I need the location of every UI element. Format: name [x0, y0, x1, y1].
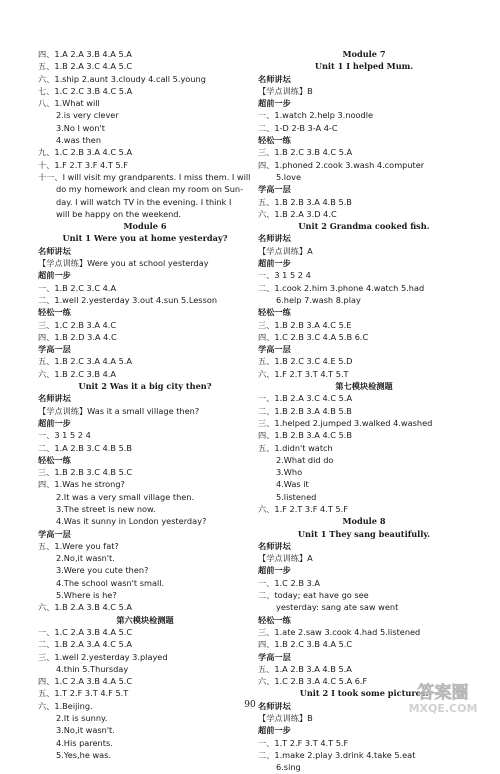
- answer-line: 五、1.T 2.F 3.T 4.F 5.T: [38, 688, 129, 699]
- subsection-heading: 轻松一练: [38, 454, 71, 465]
- answer-line: 六、1.C 2.B 3.A 4.C 5.A 6.F: [258, 676, 368, 687]
- answer-line: 一、3 1 5 2 4: [38, 430, 91, 441]
- subsection-heading: 名师讲坛: [258, 233, 291, 244]
- answer-line: 四、1.C 2.B 3.C 4.A 5.B 6.C: [258, 331, 369, 342]
- answer-line: 八、1.What will: [38, 98, 100, 109]
- answer-line: 4.was then: [56, 135, 102, 146]
- answer-line: 四、1.B 2.B 3.A 4.C 5.B: [258, 430, 353, 441]
- answer-line: 六、1.B 2.C 3.B 4.A: [38, 368, 116, 379]
- answer-line: 4.Was it sunny in London yesterday?: [56, 516, 207, 527]
- answer-line: 2.No,it wasn't.: [56, 553, 115, 564]
- answer-line: 六、1.ship 2.aunt 3.cloudy 4.call 5.young: [38, 73, 206, 84]
- subsection-heading: 学高一层: [38, 528, 71, 539]
- answer-line: 【学点训练】A: [258, 245, 313, 256]
- answer-line: 四、1.Was he strong?: [38, 479, 125, 490]
- answer-line: 三、1.B 2.B 3.C 4.B 5.C: [38, 467, 133, 478]
- subsection-heading: 超前一步: [38, 270, 71, 281]
- section-title: Unit 1 They sang beautifully.: [297, 528, 431, 539]
- subsection-heading: 超前一步: [38, 417, 71, 428]
- answer-line: 一、1.watch 2.help 3.noodle: [258, 110, 374, 121]
- section-title: Module 8: [342, 516, 386, 527]
- answer-line: will be happy on the weekend.: [56, 208, 182, 219]
- subsection-heading: 名师讲坛: [38, 393, 71, 404]
- answer-line: 4.The school wasn't small.: [56, 577, 165, 588]
- answer-line: 三、1.B 2.C 3.B 4.C 5.A: [258, 147, 353, 158]
- answer-line: 十、1.F 2.T 3.F 4.T 5.F: [38, 159, 128, 170]
- answer-line: 二、1.well 2.yesterday 3.out 4.sun 5.Lesson: [38, 294, 218, 305]
- answer-line: 一、1.B 2.C 3.C 4.A: [38, 282, 117, 293]
- answer-line: 3.No,it wasn't.: [56, 725, 115, 736]
- subsection-heading: 轻松一练: [258, 614, 291, 625]
- page-number: 90: [244, 700, 256, 710]
- subsection-heading: 超前一步: [258, 98, 291, 109]
- answer-line: 六、1.F 2.T 3.T 4.T 5.T: [258, 368, 349, 379]
- section-title: 第六模块检测题: [116, 614, 174, 625]
- answer-line: 2.It was a very small village then.: [56, 491, 195, 502]
- svg-text:MXQE.COM: MXQE.COM: [408, 702, 478, 715]
- answer-line: 三、1.helped 2.jumped 3.walked 4.washed: [258, 417, 433, 428]
- answer-line: 3.The street is new now.: [56, 503, 156, 514]
- answer-line: do my homework and clean my room on Sun-: [56, 184, 244, 195]
- answer-line: 【学点训练】Was it a small village then?: [38, 405, 200, 416]
- answer-column-right: [258, 48, 470, 774]
- subsection-heading: 名师讲坛: [38, 245, 71, 256]
- answer-line: 【学点训练】B: [258, 85, 313, 96]
- subsection-heading: 名师讲坛: [258, 700, 291, 711]
- answer-line: 二、1.A 2.B 3.C 4.B 5.B: [38, 442, 133, 453]
- answer-line: 一、1.T 2.F 3.T 4.T 5.F: [258, 737, 349, 748]
- answer-line: 【学点训练】Were you at school yesterday: [38, 258, 209, 269]
- answer-line: 3.Who: [276, 467, 303, 478]
- answer-line: 四、1.B 2.D 3.A 4.C: [38, 331, 117, 342]
- answer-line: 5.listened: [276, 491, 317, 502]
- answer-line: 2.What did do: [276, 454, 334, 465]
- subsection-heading: 学高一层: [38, 344, 71, 355]
- section-title: Unit 2 Was it a big city then?: [78, 381, 212, 392]
- answer-line: 五、1.B 2.C 3.C 4.E 5.D: [258, 356, 353, 367]
- section-title: Module 6: [123, 221, 167, 232]
- answer-line: 二、1.B 2.B 3.A 4.B 5.B: [258, 405, 352, 416]
- answer-line: 六、1.B 2.A 3.D 4.C: [258, 208, 337, 219]
- answer-line: 二、today; eat have go see: [258, 590, 369, 601]
- answer-line: 三、1.C 2.B 3.A 4.C: [38, 319, 117, 330]
- answer-line: 六、1.F 2.T 3.F 4.T 5.F: [258, 503, 348, 514]
- answer-line: 二、1.cook 2.him 3.phone 4.watch 5.had: [258, 282, 425, 293]
- subsection-heading: 学高一层: [258, 344, 291, 355]
- section-title: Unit 2 Grandma cooked fish.: [298, 221, 430, 232]
- answer-line: 三、1.B 2.B 3.A 4.C 5.E: [258, 319, 352, 330]
- answer-line: 一、1.B 2.A 3.C 4.C 5.A: [258, 393, 353, 404]
- answer-line: 2.is very clever: [56, 110, 119, 121]
- answer-line: 二、1.make 2.play 3.drink 4.take 5.eat: [258, 749, 416, 760]
- answer-column-left: [38, 48, 252, 761]
- answer-line: 五、1.Were you fat?: [38, 540, 119, 551]
- answer-line: 十一、I will visit my grandparents. I miss them. I will: [38, 171, 251, 182]
- answer-line: 5.love: [276, 171, 301, 182]
- answer-line: 一、3 1 5 2 4: [258, 270, 311, 281]
- subsection-heading: 轻松一练: [258, 135, 291, 146]
- answer-line: 五、1.B 2.B 3.A 4.B 5.B: [258, 196, 352, 207]
- answer-line: 六、1.B 2.A 3.B 4.C 5.A: [38, 602, 132, 613]
- watermark-logo: [400, 680, 486, 716]
- answer-line: 六、1.Beijing.: [38, 700, 93, 711]
- subsection-heading: 超前一步: [258, 725, 291, 736]
- answer-line: 五、1.B 2.C 3.A 4.A 5.A: [38, 356, 132, 367]
- answer-line: 九、1.C 2.B 3.A 4.C 5.A: [38, 147, 133, 158]
- answer-line: 四、1.B 2.C 3.B 4.A 5.C: [258, 639, 353, 650]
- answer-line: 6.sing: [276, 762, 301, 773]
- answer-line: 三、1.well 2.yesterday 3.played: [38, 651, 168, 662]
- answer-line: 5.Where is he?: [56, 590, 117, 601]
- answer-line: 3.Were you cute then?: [56, 565, 149, 576]
- section-title: 第七模块检测题: [335, 381, 393, 392]
- answer-line: 七、1.C 2.C 3.B 4.C 5.A: [38, 85, 133, 96]
- answer-line: 6.help 7.wash 8.play: [276, 294, 361, 305]
- answer-line: 二、1.B 2.A 3.A 4.C 5.A: [38, 639, 132, 650]
- answer-line: 【学点训练】A: [258, 553, 313, 564]
- section-title: Unit 1 I helped Mum.: [314, 61, 414, 72]
- answer-line: 一、1.C 2.A 3.B 4.A 5.C: [38, 626, 133, 637]
- answer-line: 五、1.A 2.B 3.A 4.B 5.A: [258, 663, 352, 674]
- answer-line: 【学点训练】B: [258, 713, 313, 724]
- svg-text:答案圈: 答案圈: [417, 683, 469, 703]
- answer-line: 4.Was it: [276, 479, 309, 490]
- answer-line: 2.It is sunny.: [56, 713, 108, 724]
- answer-line: yesterday: sang ate saw went: [276, 602, 399, 613]
- subsection-heading: 超前一步: [258, 565, 291, 576]
- subsection-heading: 学高一层: [258, 184, 291, 195]
- answer-line: 3.No I won't: [56, 122, 105, 133]
- answer-line: 四、1.C 2.A 3.B 4.A 5.C: [38, 676, 133, 687]
- section-title: Module 7: [342, 49, 386, 59]
- subsection-heading: 学高一层: [258, 651, 291, 662]
- answer-line: 4.thin 5.Thursday: [56, 663, 129, 674]
- section-title: Unit 2 I took some pictures.: [299, 688, 429, 699]
- subsection-heading: 名师讲坛: [258, 540, 291, 551]
- subsection-heading: 名师讲坛: [258, 73, 291, 84]
- answer-line: 5.Yes,he was.: [56, 749, 112, 760]
- subsection-heading: 超前一步: [258, 258, 291, 269]
- answer-line: 二、1-D 2-B 3-A 4-C: [258, 122, 338, 133]
- answer-line: 五、1.didn't watch: [258, 442, 333, 453]
- answer-line: 四、1.phoned 2.cook 3.wash 4.computer: [258, 159, 425, 170]
- answer-line: 四、1.A 2.A 3.B 4.A 5.A: [38, 49, 132, 59]
- answer-line: 五、1.B 2.A 3.C 4.A 5.C: [38, 61, 133, 72]
- subsection-heading: 轻松一练: [38, 307, 71, 318]
- answer-line: 一、1.C 2.B 3.A: [258, 577, 320, 588]
- subsection-heading: 轻松一练: [258, 307, 291, 318]
- answer-line: 4.His parents.: [56, 737, 113, 748]
- answer-line: 三、1.ate 2.saw 3.cook 4.had 5.listened: [258, 626, 421, 637]
- answer-line: day. I will watch TV in the evening. I think I: [56, 196, 232, 207]
- section-title: Unit 1 Were you at home yesterday?: [62, 233, 228, 244]
